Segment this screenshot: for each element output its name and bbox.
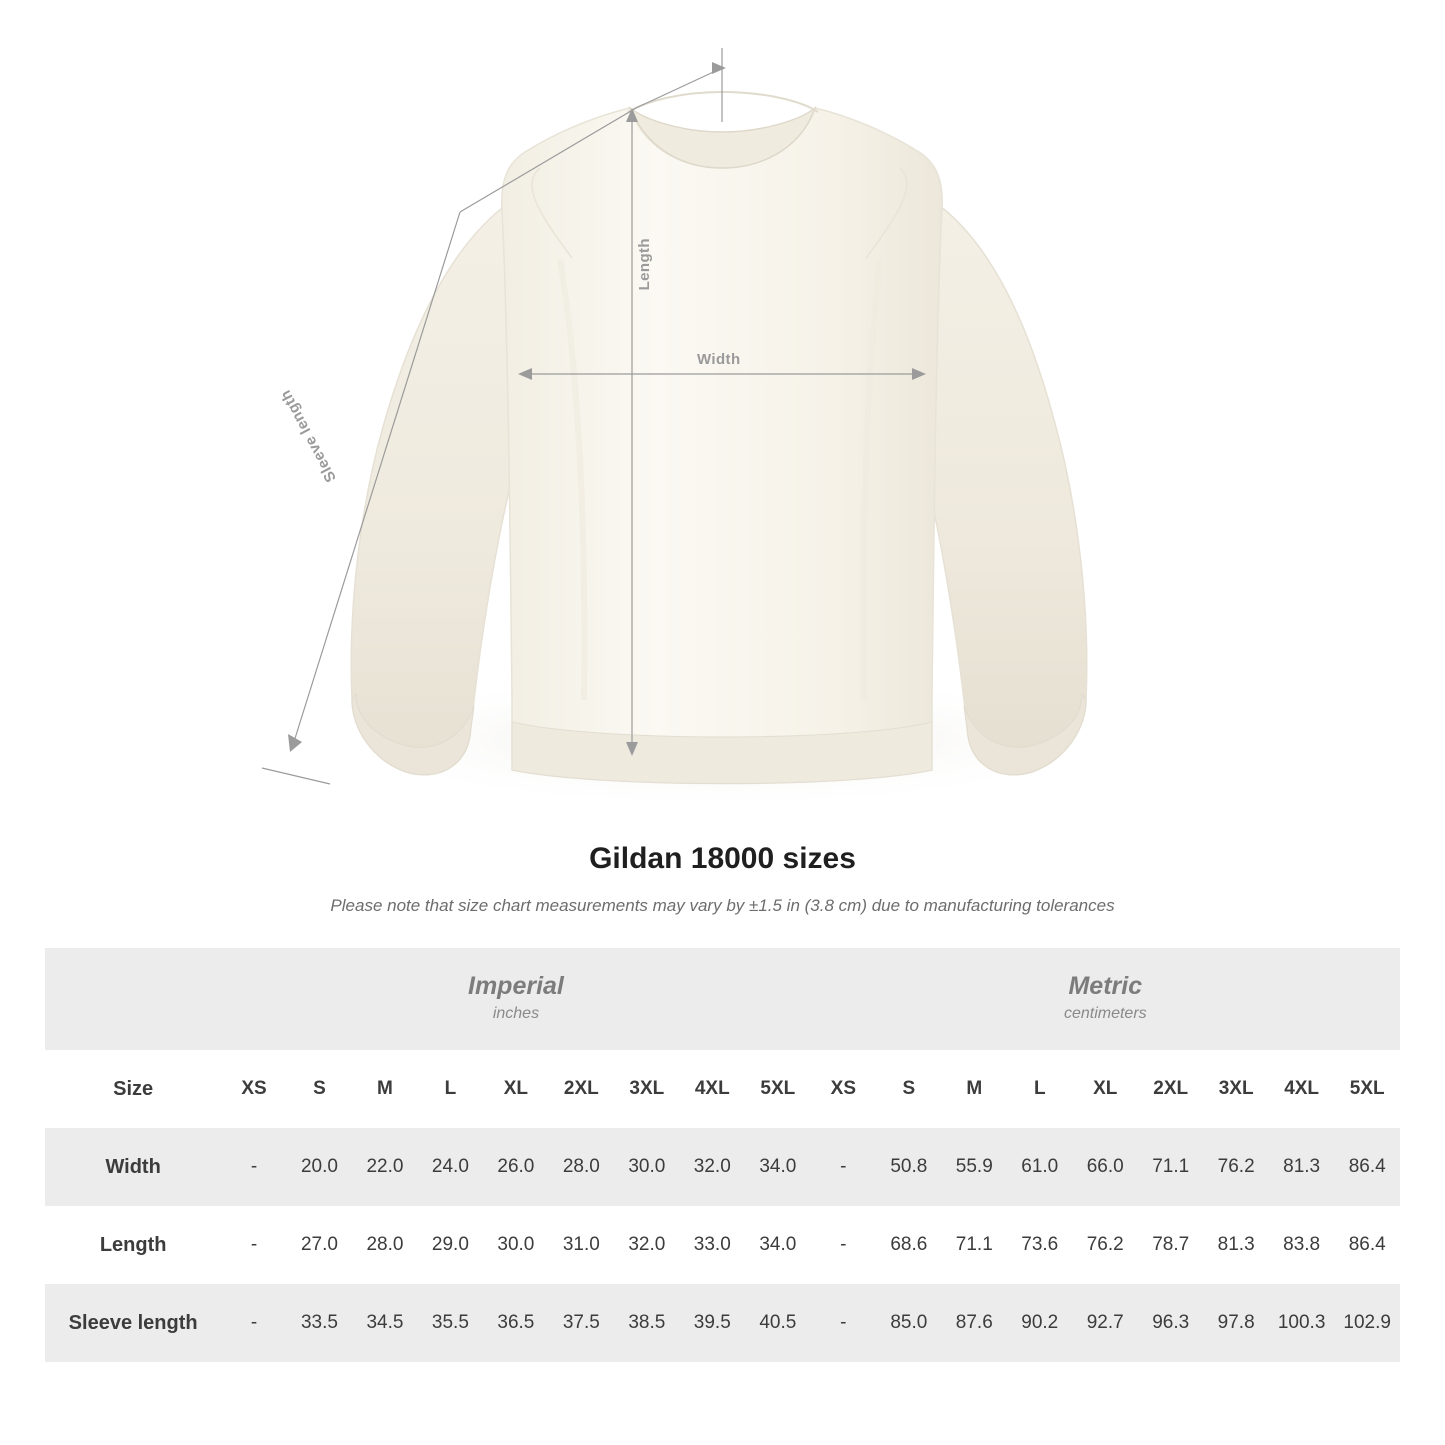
cell-sleeve-length-0: - [221, 1284, 286, 1362]
table-row [45, 1284, 1400, 1362]
table-row [45, 1128, 1400, 1206]
cell-sleeve-length-11: 87.6 [942, 1284, 1007, 1362]
metric-sub: centimeters [1063, 1005, 1147, 1022]
row-label-width: Width [45, 1128, 221, 1206]
unit-header-blank [45, 948, 221, 1050]
cell-length-5: 31.0 [549, 1206, 614, 1284]
size-header-imperial-4xl: 4XL [680, 1050, 745, 1128]
cell-length-13: 76.2 [1072, 1206, 1137, 1284]
cell-length-3: 29.0 [418, 1206, 483, 1284]
cell-sleeve-length-5: 37.5 [549, 1284, 614, 1362]
cell-sleeve-length-3: 35.5 [418, 1284, 483, 1362]
cell-length-15: 81.3 [1203, 1206, 1268, 1284]
cell-length-12: 73.6 [1007, 1206, 1072, 1284]
metric-title: Metric [1068, 972, 1143, 1000]
page-title: Gildan 18000 sizes [589, 842, 856, 875]
cell-length-17: 86.4 [1334, 1206, 1400, 1284]
cell-width-1: 20.0 [287, 1128, 352, 1206]
size-header-metric-xs: XS [811, 1050, 876, 1128]
cell-sleeve-length-14: 96.3 [1138, 1284, 1203, 1362]
size-header-metric-2xl: 2XL [1138, 1050, 1203, 1128]
size-header-metric-s: S [876, 1050, 941, 1128]
size-table-wrapper [45, 948, 1400, 1362]
cell-length-2: 28.0 [352, 1206, 417, 1284]
cell-sleeve-length-13: 92.7 [1072, 1284, 1137, 1362]
cell-sleeve-length-7: 39.5 [680, 1284, 745, 1362]
cell-width-11: 55.9 [942, 1128, 1007, 1206]
cell-length-16: 83.8 [1269, 1206, 1334, 1284]
cell-length-7: 33.0 [680, 1206, 745, 1284]
cell-width-6: 30.0 [614, 1128, 679, 1206]
cell-width-7: 32.0 [680, 1128, 745, 1206]
size-header-metric-xl: XL [1072, 1050, 1137, 1128]
collar-top [628, 92, 818, 112]
cell-length-14: 78.7 [1138, 1206, 1203, 1284]
cell-sleeve-length-9: - [811, 1284, 876, 1362]
cell-sleeve-length-16: 100.3 [1269, 1284, 1334, 1362]
cell-width-3: 24.0 [418, 1128, 483, 1206]
cell-length-6: 32.0 [614, 1206, 679, 1284]
tolerance-note: Please note that size chart measurements may vary by ±1.5 in (3.8 cm) due to manufacturing tolerances [330, 896, 1115, 915]
cell-width-16: 81.3 [1269, 1128, 1334, 1206]
cell-width-4: 26.0 [483, 1128, 548, 1206]
imperial-title: Imperial [468, 972, 564, 1000]
size-header-imperial-3xl: 3XL [614, 1050, 679, 1128]
size-header-metric-5xl: 5XL [1334, 1050, 1400, 1128]
size-header-imperial-xs: XS [221, 1050, 286, 1128]
row-label-sleeve-length: Sleeve length [45, 1284, 221, 1362]
cell-sleeve-length-6: 38.5 [614, 1284, 679, 1362]
size-header-imperial-5xl: 5XL [745, 1050, 811, 1128]
cell-width-15: 76.2 [1203, 1128, 1268, 1206]
unit-header-row [45, 948, 1400, 1050]
size-header-imperial-xl: XL [483, 1050, 548, 1128]
cell-length-4: 30.0 [483, 1206, 548, 1284]
size-table [45, 948, 1400, 1362]
cell-width-2: 22.0 [352, 1128, 417, 1206]
size-header-metric-3xl: 3XL [1203, 1050, 1268, 1128]
size-header-imperial-m: M [352, 1050, 417, 1128]
cell-sleeve-length-2: 34.5 [352, 1284, 417, 1362]
cell-length-0: - [221, 1206, 286, 1284]
width-label: Width [697, 351, 741, 368]
size-header-imperial-s: S [287, 1050, 352, 1128]
title-block [0, 838, 1445, 918]
cell-width-8: 34.0 [745, 1128, 811, 1206]
cell-width-5: 28.0 [549, 1128, 614, 1206]
size-header-metric-4xl: 4XL [1269, 1050, 1334, 1128]
size-header-metric-m: M [942, 1050, 1007, 1128]
cell-length-9: - [811, 1206, 876, 1284]
cell-width-12: 61.0 [1007, 1128, 1072, 1206]
row-label-length: Length [45, 1206, 221, 1284]
size-header-row [45, 1050, 1400, 1128]
cell-width-13: 66.0 [1072, 1128, 1137, 1206]
size-header-cell: Size [45, 1050, 221, 1128]
cell-width-14: 71.1 [1138, 1128, 1203, 1206]
sleeve-length-label: Sleeve length [277, 386, 340, 485]
imperial-header [221, 948, 810, 1050]
sweatshirt-body [502, 108, 943, 784]
cell-width-10: 50.8 [876, 1128, 941, 1206]
table-row [45, 1206, 1400, 1284]
size-header-imperial-l: L [418, 1050, 483, 1128]
cell-sleeve-length-15: 97.8 [1203, 1284, 1268, 1362]
cell-sleeve-length-8: 40.5 [745, 1284, 811, 1362]
cell-sleeve-length-12: 90.2 [1007, 1284, 1072, 1362]
size-table-body [45, 1128, 1400, 1362]
cell-length-11: 71.1 [942, 1206, 1007, 1284]
imperial-sub: inches [492, 1005, 540, 1022]
metric-header [811, 948, 1400, 1050]
cell-sleeve-length-4: 36.5 [483, 1284, 548, 1362]
cell-sleeve-length-17: 102.9 [1334, 1284, 1400, 1362]
cell-length-1: 27.0 [287, 1206, 352, 1284]
size-header-metric-l: L [1007, 1050, 1072, 1128]
cell-width-0: - [221, 1128, 286, 1206]
cell-length-8: 34.0 [745, 1206, 811, 1284]
cell-sleeve-length-10: 85.0 [876, 1284, 941, 1362]
length-label: Length [636, 238, 653, 291]
cell-length-10: 68.6 [876, 1206, 941, 1284]
cell-width-17: 86.4 [1334, 1128, 1400, 1206]
size-header-imperial-2xl: 2XL [549, 1050, 614, 1128]
cell-sleeve-length-1: 33.5 [287, 1284, 352, 1362]
cell-width-9: - [811, 1128, 876, 1206]
